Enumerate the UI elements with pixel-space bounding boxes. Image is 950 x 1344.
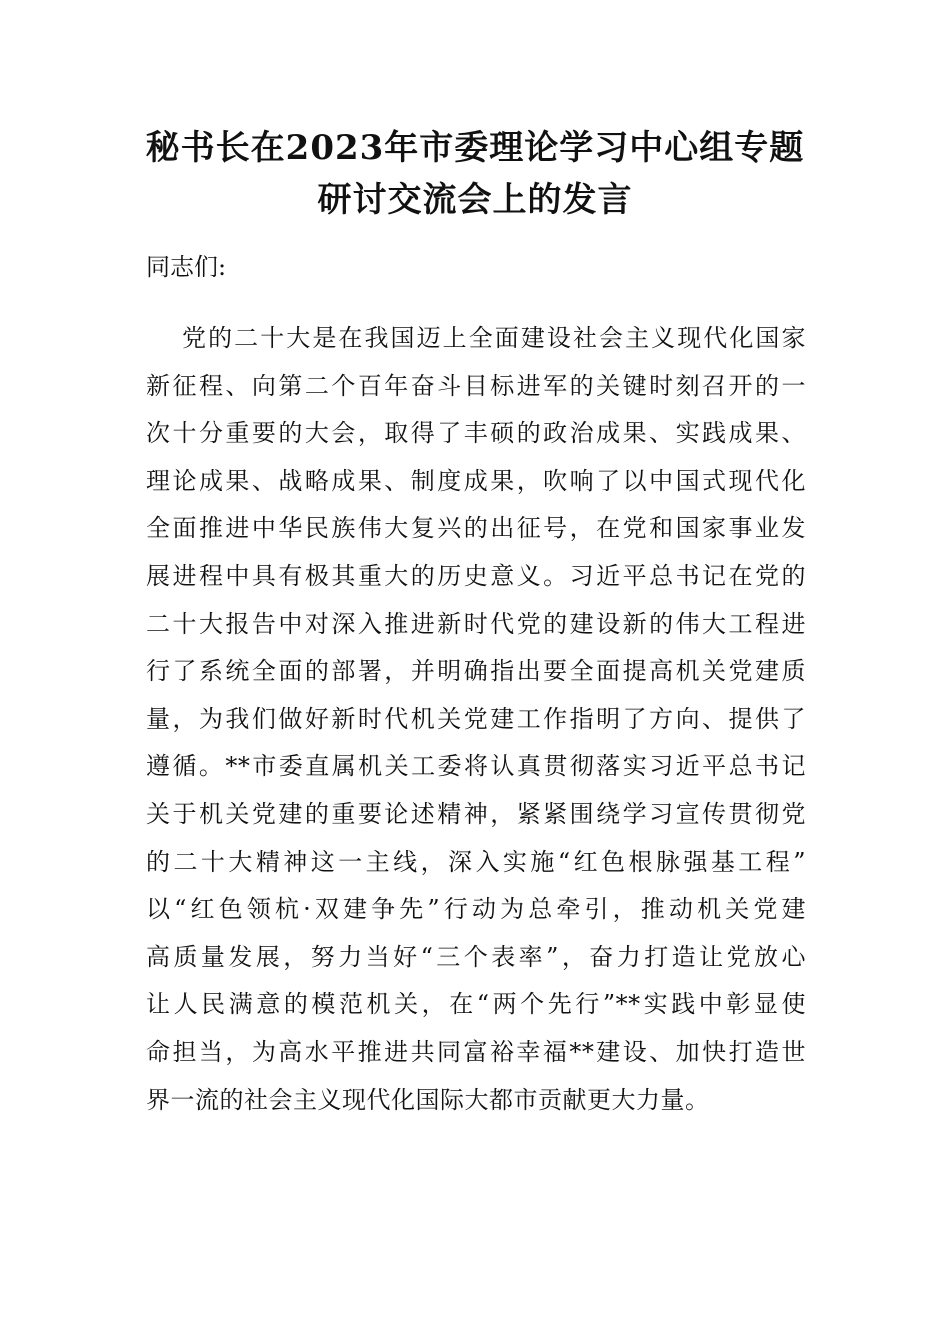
speech-paragraph	[146, 315, 806, 1124]
paragraph-line: 高质量发展，努力当好“三个表率”，奋力打造让党放心	[146, 942, 806, 971]
document-title	[120, 122, 830, 226]
paragraph-line: 界一流的社会主义现代化国际大都市贡献更大力量。	[146, 1085, 710, 1114]
paragraph-line: 全面推进中华民族伟大复兴的出征号，在党和国家事业发	[146, 514, 806, 543]
title-line-2: 研讨交流会上的发言	[317, 180, 633, 220]
paragraph-line: 的二十大精神这一主线，深入实施“红色根脉强基工程”	[146, 847, 806, 876]
paragraph-line: 以“红色领杭·双建争先”行动为总牵引，推动机关党建	[146, 895, 806, 924]
paragraph-line: 量，为我们做好新时代机关党建工作指明了方向、提供了	[146, 704, 806, 733]
paragraph-line: 党的二十大是在我国迈上全面建设社会主义现代化国家	[182, 324, 806, 352]
title-line-1: 秘书长在2023年市委理论学习中心组专题	[145, 128, 805, 168]
paragraph-line: 关于机关党建的重要论述精神，紧紧围绕学习宣传贯彻党	[146, 799, 806, 828]
paragraph-line: 理论成果、战略成果、制度成果，吹响了以中国式现代化	[146, 466, 806, 495]
paragraph-line: 展进程中具有极其重大的历史意义。习近平总书记在党的	[146, 561, 806, 590]
paragraph-line: 让人民满意的模范机关，在“两个先行”**实践中彰显使	[146, 990, 806, 1019]
paragraph-line: 行了系统全面的部署，并明确指出要全面提高机关党建质	[146, 657, 806, 686]
paragraph-line: 二十大报告中对深入推进新时代党的建设新的伟大工程进	[146, 609, 806, 638]
paragraph-line: 新征程、向第二个百年奋斗目标进军的关键时刻召开的一	[146, 371, 806, 400]
paragraph-line: 次十分重要的大会，取得了丰硕的政治成果、实践成果、	[146, 419, 806, 448]
paragraph-line: 遵循。**市委直属机关工委将认真贯彻落实习近平总书记	[146, 752, 806, 781]
paragraph-line: 命担当，为高水平推进共同富裕幸福**建设、加快打造世	[146, 1037, 806, 1066]
salutation: 同志们:	[146, 253, 227, 281]
